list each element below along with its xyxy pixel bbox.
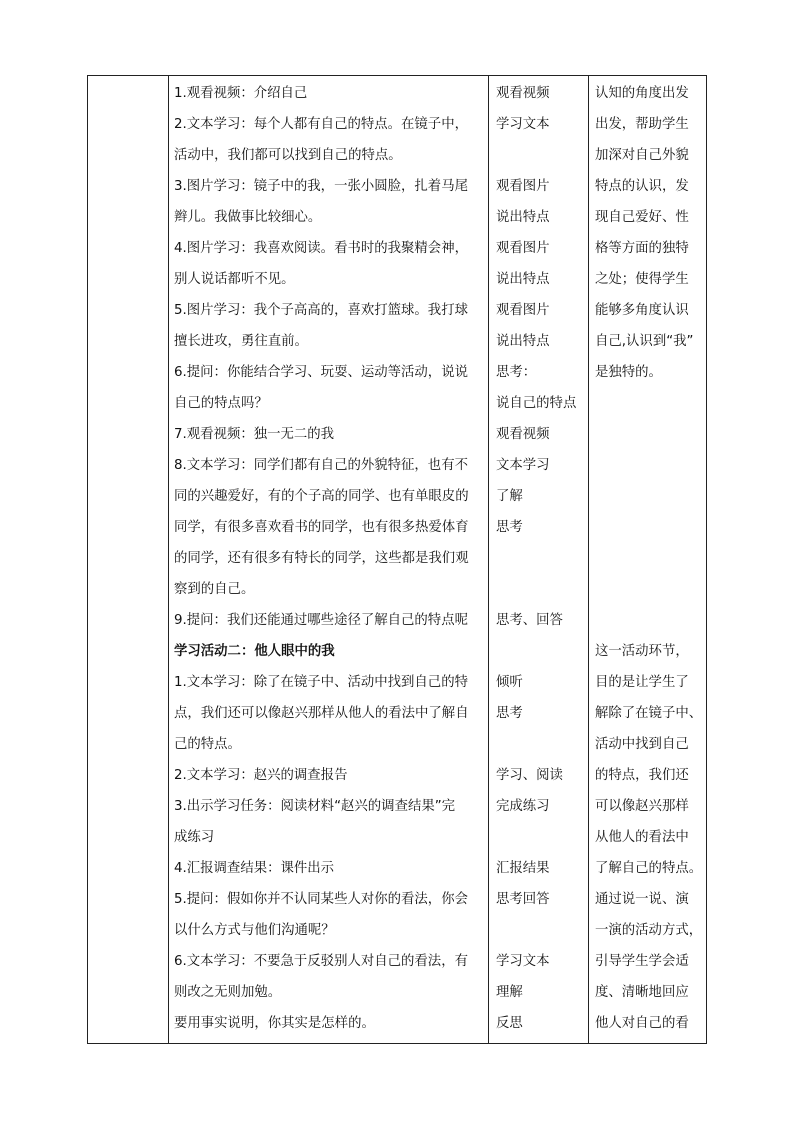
student-activity-line: 观看图片	[496, 179, 550, 194]
activity-line: 1.文本学习：除了在镜子中、活动中找到自己的特	[174, 675, 468, 690]
activity-line: 辫儿。我做事比较细心。	[174, 210, 322, 225]
activity-line: 4.汇报调查结果：课件出示	[174, 861, 335, 876]
design-intent-line: 了解自己的特点。	[595, 861, 703, 876]
activity-line: 2.文本学习：赵兴的调查报告	[174, 768, 348, 783]
design-intent-line: 这一活动环节，	[595, 644, 689, 659]
student-activity-line: 完成练习	[496, 799, 550, 814]
student-activity-line: 说出特点	[496, 334, 550, 349]
design-intent-line: 格等方面的独特	[595, 241, 689, 256]
student-activity-line: 说出特点	[496, 272, 550, 287]
activity-line: 以什么方式与他们沟通呢？	[174, 923, 335, 938]
design-intent-line: 自己,认识到“我”	[595, 334, 694, 349]
activity-line: 要用事实说明，你其实是怎样的。	[174, 1016, 375, 1031]
design-intent-line: 加深对自己外貌	[595, 148, 689, 163]
design-intent-line: 是独特的。	[595, 365, 662, 380]
student-activity-line: 观看视频	[496, 427, 550, 442]
student-activity-line: 思考	[496, 706, 523, 721]
activity-line: 同学，有很多喜欢看书的同学，也有很多热爱体育	[174, 520, 469, 535]
activity-line: 3.出示学习任务：阅读材料“赵兴的调查结果”完	[174, 799, 456, 814]
student-activity-line: 倾听	[496, 675, 523, 690]
design-intent-line: 从他人的看法中	[595, 830, 689, 845]
design-intent-line: 通过说一说、演	[595, 892, 689, 907]
activity-line: 5.提问：假如你并不认同某些人对你的看法，你会	[174, 892, 468, 907]
activity-line: 8.文本学习：同学们都有自己的外貌特征，也有不	[174, 458, 468, 473]
design-intent-line: 认知的角度出发	[595, 86, 689, 101]
student-activity-line: 学习文本	[496, 954, 550, 969]
design-intent-column	[595, 76, 707, 1043]
teacher-activity-column	[174, 76, 486, 1043]
design-intent-line: 出发，帮助学生	[595, 117, 689, 132]
student-activity-line: 思考回答	[496, 892, 550, 907]
student-activity-line: 观看图片	[496, 303, 550, 318]
activity-line: 点，我们还可以像赵兴那样从他人的看法中了解自	[174, 706, 469, 721]
design-intent-line: 现自己爱好、性	[595, 210, 689, 225]
student-activity-line: 说自己的特点	[496, 396, 577, 411]
activity-line: 察到的自己。	[174, 582, 255, 597]
activity-line: 擅长进攻，勇往直前。	[174, 334, 308, 349]
student-activity-line: 思考、回答	[496, 613, 563, 628]
student-activity-line: 观看视频	[496, 86, 550, 101]
activity-line: 5.图片学习：我个子高高的，喜欢打篮球。我打球	[174, 303, 468, 318]
activity-line: 4.图片学习：我喜欢阅读。看书时的我聚精会神，	[174, 241, 468, 256]
design-intent-line: 引导学生学会适	[595, 954, 689, 969]
student-activity-line: 汇报结果	[496, 861, 550, 876]
design-intent-line: 之处；使得学生	[595, 272, 689, 287]
lesson-plan-table	[87, 75, 707, 1044]
activity-line: 学习活动二：他人眼中的我	[174, 644, 335, 659]
stage-column	[88, 76, 168, 1043]
column-divider-2	[488, 76, 489, 1043]
activity-line: 的同学，还有很多有特长的同学，这些都是我们观	[174, 551, 469, 566]
student-activity-line: 思考	[496, 520, 523, 535]
student-activity-line: 学习、阅读	[496, 768, 563, 783]
design-intent-line: 活动中找到自己	[595, 737, 689, 752]
design-intent-line: 他人对自己的看	[595, 1016, 689, 1031]
activity-line: 自己的特点吗？	[174, 396, 268, 411]
activity-line: 别人说话都听不见。	[174, 272, 295, 287]
activity-line: 则改之无则加勉。	[174, 985, 282, 1000]
design-intent-line: 能够多角度认识	[595, 303, 689, 318]
activity-line: 6.提问：你能结合学习、玩耍、运动等活动，说说	[174, 365, 468, 380]
activity-line: 己的特点。	[174, 737, 241, 752]
design-intent-line: 的特点，我们还	[595, 768, 689, 783]
student-activity-line: 理解	[496, 985, 523, 1000]
activity-line: 活动中，我们都可以找到自己的特点。	[174, 148, 402, 163]
student-activity-line: 思考：	[496, 365, 537, 380]
design-intent-line: 度、清晰地回应	[595, 985, 689, 1000]
design-intent-line: 解除了在镜子中、	[595, 706, 703, 721]
activity-line: 9.提问：我们还能通过哪些途径了解自己的特点呢	[174, 613, 468, 628]
activity-line: 7.观看视频：独一无二的我	[174, 427, 335, 442]
design-intent-line: 可以像赵兴那样	[595, 799, 689, 814]
student-activity-line: 学习文本	[496, 117, 550, 132]
design-intent-line: 一演的活动方式，	[595, 923, 703, 938]
column-divider-1	[168, 76, 169, 1043]
column-divider-3	[588, 76, 589, 1043]
activity-line: 1.观看视频：介绍自己	[174, 86, 308, 101]
student-activity-line: 了解	[496, 489, 523, 504]
student-activity-line: 观看图片	[496, 241, 550, 256]
activity-line: 2.文本学习：每个人都有自己的特点。在镜子中，	[174, 117, 468, 132]
activity-line: 6.文本学习：不要急于反驳别人对自己的看法，有	[174, 954, 468, 969]
design-intent-line: 特点的认识，发	[595, 179, 689, 194]
student-activity-column	[496, 76, 586, 1043]
activity-line: 同的兴趣爱好，有的个子高的同学、也有单眼皮的	[174, 489, 469, 504]
activity-line: 3.图片学习：镜子中的我，一张小圆脸，扎着马尾	[174, 179, 468, 194]
student-activity-line: 说出特点	[496, 210, 550, 225]
student-activity-line: 反思	[496, 1016, 523, 1031]
student-activity-line: 文本学习	[496, 458, 550, 473]
activity-line: 成练习	[174, 830, 215, 845]
design-intent-line: 目的是让学生了	[595, 675, 689, 690]
